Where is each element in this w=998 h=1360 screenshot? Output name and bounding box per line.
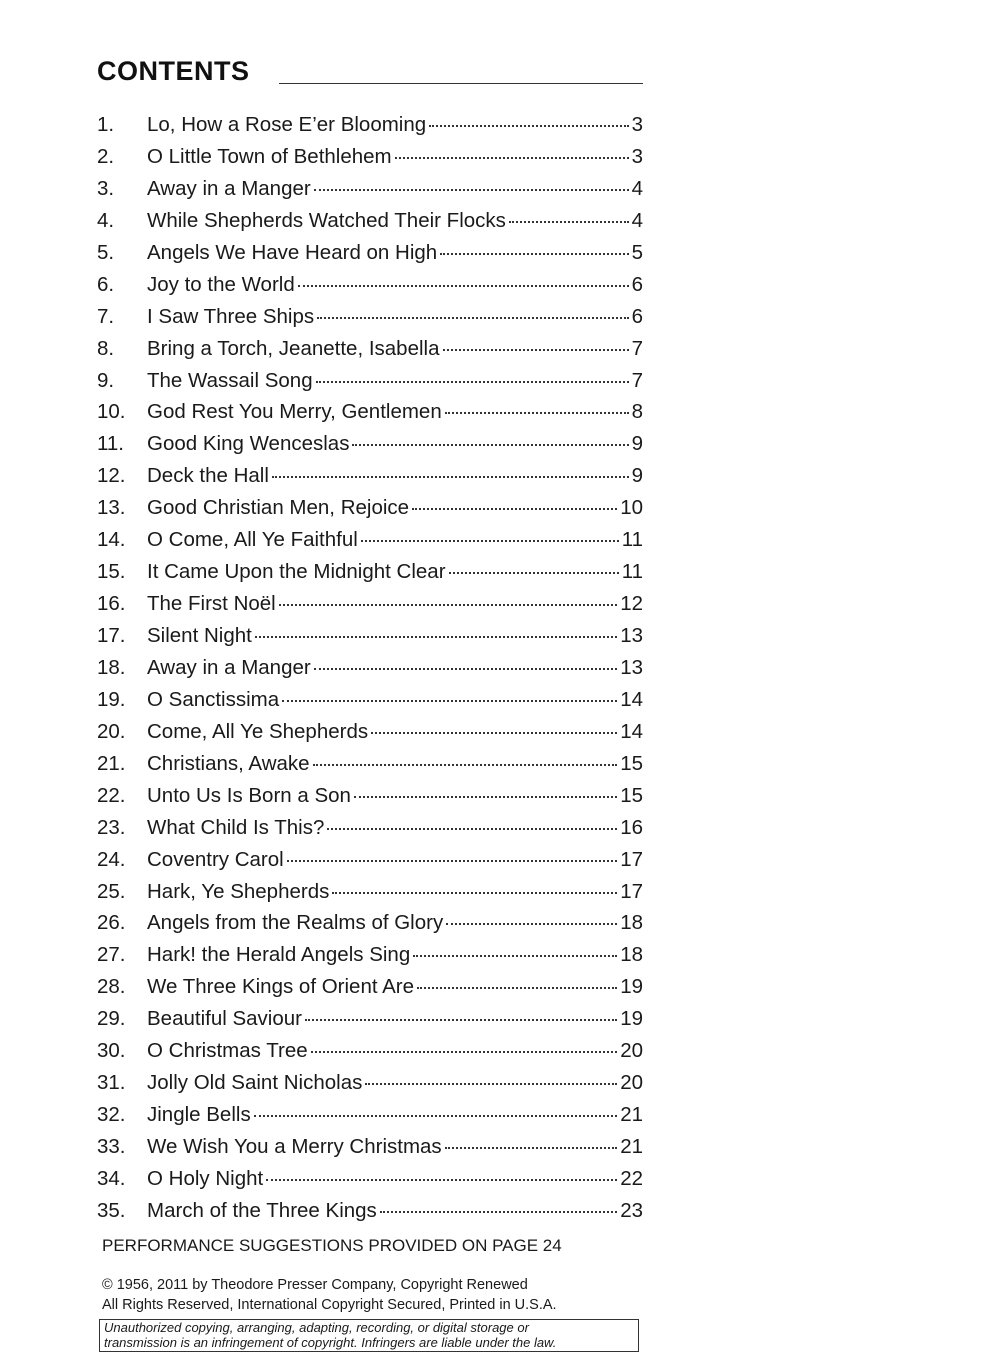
- entry-title: What Child Is This?: [147, 815, 325, 839]
- dot-leader: [282, 700, 617, 702]
- dot-leader: [509, 221, 629, 223]
- entry-page-number: 7: [631, 368, 643, 392]
- toc-entry: [97, 876, 643, 908]
- page-title: CONTENTS: [97, 56, 250, 86]
- entry-title: Silent Night: [147, 624, 252, 647]
- toc-entry: [97, 269, 643, 301]
- dot-leader: [354, 796, 617, 798]
- entry-title: Good King Wenceslas: [147, 432, 350, 456]
- entry-page-number: 15: [620, 783, 643, 807]
- entry-title: Good Christian Men, Rejoice: [147, 496, 410, 520]
- entry-number: 30.: [97, 1039, 126, 1063]
- entry-number: 21.: [97, 751, 126, 775]
- entry-number: 17.: [97, 624, 126, 647]
- entry-number: 8.: [97, 336, 115, 360]
- toc-entry: [97, 492, 643, 524]
- toc-entry: [97, 1163, 643, 1195]
- entry-number: 25.: [97, 879, 126, 903]
- entry-number: 3.: [97, 176, 115, 200]
- entry-title: We Three Kings of Orient Are: [147, 975, 415, 999]
- entry-number: 28.: [97, 975, 126, 999]
- toc-entry: [97, 428, 643, 460]
- toc-entry: [97, 652, 643, 684]
- entry-title: Christians, Awake: [147, 751, 310, 775]
- entry-page-number: 11: [621, 560, 643, 584]
- dot-leader: [413, 955, 617, 957]
- entry-page-number: 11: [621, 528, 643, 552]
- dot-leader: [255, 636, 617, 638]
- entry-number: 16.: [97, 592, 126, 616]
- entry-number: 32.: [97, 1103, 126, 1127]
- dot-leader: [314, 668, 617, 670]
- entry-title: Come, All Ye Shepherds: [147, 719, 369, 743]
- entry-page-number: 18: [620, 911, 643, 935]
- dot-leader: [279, 604, 617, 606]
- entry-page-number: 20: [620, 1071, 643, 1095]
- toc-entry: [97, 1131, 643, 1163]
- performance-note: PERFORMANCE SUGGESTIONS PROVIDED ON PAGE 24: [102, 1236, 562, 1255]
- entry-page-number: 5: [631, 240, 643, 264]
- entry-page-number: 23: [620, 1198, 643, 1222]
- entry-title: God Rest You Merry, Gentlemen: [147, 400, 442, 424]
- entry-number: 24.: [97, 847, 126, 871]
- entry-number: 23.: [97, 815, 126, 839]
- entry-title: Deck the Hall: [147, 464, 269, 488]
- entry-number: 22.: [97, 783, 126, 807]
- entry-number: 19.: [97, 687, 126, 711]
- entry-page-number: 14: [620, 719, 643, 743]
- toc-entry: [97, 109, 643, 141]
- dot-leader: [287, 860, 617, 862]
- dot-leader: [445, 1147, 618, 1149]
- toc-entry: [97, 301, 643, 333]
- toc-entry: [97, 1195, 643, 1227]
- dot-leader: [445, 412, 629, 414]
- toc-entry: [97, 396, 643, 428]
- entry-title: Coventry Carol: [147, 847, 284, 871]
- dot-leader: [327, 828, 617, 830]
- dot-leader: [412, 508, 617, 510]
- entry-page-number: 10: [620, 496, 643, 520]
- dot-leader: [316, 381, 629, 383]
- toc-entry: [97, 588, 643, 620]
- toc-entry: [97, 939, 643, 971]
- entry-number: 13.: [97, 496, 126, 520]
- toc-entry: [97, 333, 643, 365]
- copyright-warning-box: [99, 1319, 639, 1352]
- dot-leader: [298, 285, 629, 287]
- entry-page-number: 15: [620, 751, 643, 775]
- entry-title: The First Noël: [147, 592, 276, 616]
- toc-entry: [97, 524, 643, 556]
- entry-title: Jingle Bells: [147, 1103, 251, 1127]
- entry-title: O Sanctissima: [147, 687, 280, 711]
- entry-title: I Saw Three Ships: [147, 304, 315, 328]
- entry-page-number: 9: [631, 432, 643, 456]
- entry-page-number: 17: [620, 879, 643, 903]
- toc-entry: [97, 556, 643, 588]
- dot-leader: [317, 317, 628, 319]
- entry-title: O Come, All Ye Faithful: [147, 528, 358, 552]
- dot-leader: [446, 923, 617, 925]
- toc-entry: [97, 907, 643, 939]
- toc-entry: [97, 1003, 643, 1035]
- entry-page-number: 16: [620, 815, 643, 839]
- entry-page-number: 21: [620, 1103, 643, 1127]
- toc-entry: [97, 141, 643, 173]
- entry-number: 33.: [97, 1135, 126, 1158]
- entry-page-number: 18: [620, 943, 643, 967]
- toc-entry: [97, 205, 643, 237]
- entry-title: March of the Three Kings: [147, 1198, 377, 1222]
- entry-title: O Christmas Tree: [147, 1039, 308, 1063]
- entry-page-number: 14: [620, 687, 643, 711]
- entry-title: Joy to the World: [147, 272, 295, 296]
- table-of-contents: [97, 109, 643, 1227]
- dot-leader: [371, 732, 617, 734]
- entry-number: 10.: [97, 400, 126, 424]
- toc-entry: [97, 173, 643, 205]
- dot-leader: [352, 444, 628, 446]
- dot-leader: [311, 1051, 618, 1053]
- entry-page-number: 20: [620, 1039, 643, 1063]
- dot-leader: [429, 125, 628, 127]
- dot-leader: [449, 572, 619, 574]
- dot-leader: [395, 157, 629, 159]
- entry-number: 6.: [97, 272, 115, 296]
- copyright-block: [102, 1275, 557, 1315]
- entry-title: Hark, Ye Shepherds: [147, 879, 330, 903]
- entry-number: 29.: [97, 1007, 126, 1031]
- entry-title: The Wassail Song: [147, 368, 313, 392]
- entry-page-number: 6: [631, 304, 643, 328]
- entry-title: While Shepherds Watched Their Flocks: [147, 208, 506, 232]
- toc-entry: [97, 620, 643, 652]
- dot-leader: [305, 1019, 617, 1021]
- entry-number: 34.: [97, 1166, 126, 1190]
- entry-title: Lo, How a Rose E’er Blooming: [147, 113, 427, 136]
- dot-leader: [332, 892, 617, 894]
- toc-entry: [97, 684, 643, 716]
- entry-number: 15.: [97, 560, 126, 584]
- entry-title: It Came Upon the Midnight Clear: [147, 560, 446, 584]
- toc-entry: [97, 460, 643, 492]
- entry-title: Away in a Manger: [147, 655, 311, 679]
- entry-number: 12.: [97, 464, 126, 488]
- toc-entry: [97, 1067, 643, 1099]
- toc-entry: [97, 844, 643, 876]
- entry-title: Angels We Have Heard on High: [147, 240, 438, 264]
- entry-page-number: 13: [620, 655, 643, 679]
- entry-page-number: 4: [631, 208, 643, 232]
- entry-title: Unto Us Is Born a Son: [147, 783, 351, 807]
- toc-entry: [97, 1099, 643, 1131]
- entry-number: 18.: [97, 655, 126, 679]
- entry-number: 20.: [97, 719, 126, 743]
- toc-entry: [97, 1035, 643, 1067]
- entry-number: 35.: [97, 1198, 126, 1222]
- dot-leader: [361, 540, 619, 542]
- entry-page-number: 17: [620, 847, 643, 871]
- entry-title: We Wish You a Merry Christmas: [147, 1135, 442, 1158]
- entry-page-number: 3: [631, 144, 643, 168]
- entry-title: Beautiful Saviour: [147, 1007, 302, 1031]
- dot-leader: [313, 764, 618, 766]
- entry-title: Bring a Torch, Jeanette, Isabella: [147, 336, 440, 360]
- entry-page-number: 12: [620, 592, 643, 616]
- entry-number: 9.: [97, 368, 115, 392]
- entry-page-number: 21: [620, 1135, 643, 1158]
- toc-entry: [97, 971, 643, 1003]
- toc-entry: [97, 365, 643, 397]
- copyright-line: © 1956, 2011 by Theodore Presser Company, Copyright Renewed: [102, 1277, 528, 1293]
- toc-entry: [97, 812, 643, 844]
- entry-title: Hark! the Herald Angels Sing: [147, 943, 411, 967]
- entry-number: 4.: [97, 208, 115, 232]
- entry-page-number: 6: [631, 272, 643, 296]
- dot-leader: [314, 189, 629, 191]
- entry-title: O Holy Night: [147, 1166, 264, 1190]
- contents-header: [97, 56, 643, 88]
- entry-number: 14.: [97, 528, 126, 552]
- entry-number: 7.: [97, 304, 115, 328]
- entry-title: Angels from the Realms of Glory: [147, 911, 444, 935]
- entry-page-number: 3: [631, 113, 643, 136]
- entry-number: 31.: [97, 1071, 126, 1095]
- entry-page-number: 7: [631, 336, 643, 360]
- dot-leader: [417, 987, 617, 989]
- dot-leader: [443, 349, 629, 351]
- entry-title: O Little Town of Bethlehem: [147, 144, 392, 168]
- toc-entry: [97, 780, 643, 812]
- entry-page-number: 8: [631, 400, 643, 424]
- dot-leader: [440, 253, 628, 255]
- entry-page-number: 9: [631, 464, 643, 488]
- warning-line: transmission is an infringement of copyright. Infringers are liable under the law.: [104, 1335, 557, 1350]
- entry-number: 11.: [97, 432, 124, 456]
- dot-leader: [365, 1083, 617, 1085]
- toc-entry: [97, 237, 643, 269]
- entry-page-number: 19: [620, 975, 643, 999]
- toc-entry: [97, 716, 643, 748]
- entry-number: 26.: [97, 911, 126, 935]
- entry-page-number: 13: [620, 624, 643, 647]
- dot-leader: [266, 1179, 617, 1181]
- toc-entry: [97, 748, 643, 780]
- heading-rule: [279, 83, 643, 84]
- dot-leader: [380, 1211, 617, 1213]
- entry-page-number: 4: [631, 176, 643, 200]
- entry-number: 27.: [97, 943, 126, 967]
- entry-number: 5.: [97, 240, 115, 264]
- entry-number: 1.: [97, 113, 115, 136]
- entry-page-number: 19: [620, 1007, 643, 1031]
- entry-page-number: 22: [620, 1166, 643, 1190]
- entry-number: 2.: [97, 144, 115, 168]
- entry-title: Away in a Manger: [147, 176, 311, 200]
- dot-leader: [272, 476, 629, 478]
- warning-line: Unauthorized copying, arranging, adapting, recording, or digital storage or: [104, 1320, 529, 1335]
- entry-title: Jolly Old Saint Nicholas: [147, 1071, 363, 1095]
- rights-line: All Rights Reserved, International Copyright Secured, Printed in U.S.A.: [102, 1297, 557, 1313]
- dot-leader: [254, 1115, 617, 1117]
